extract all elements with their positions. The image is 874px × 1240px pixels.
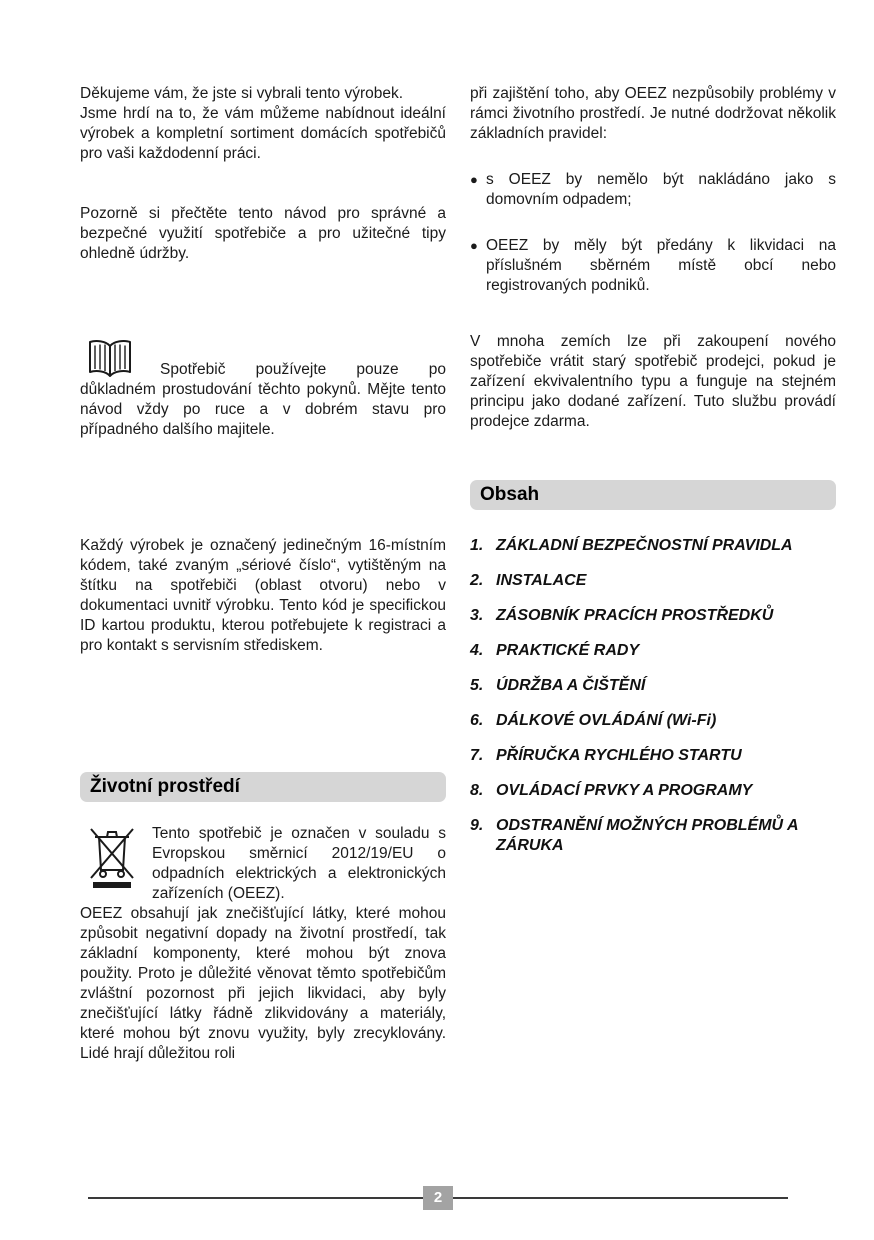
toc-item-number: 9. xyxy=(470,817,484,834)
toc-item-label: DÁLKOVÉ OVLÁDÁNÍ (Wi-Fi) xyxy=(496,712,717,729)
toc-item-number: 2. xyxy=(470,572,484,589)
paragraph-weee-detail: OEEZ obsahují jak znečišťující látky, které mohou způsobit negativní dopady na životní prostředí, tak základní komponenty, které mohou být znova použity. Proto je důležité věnovat těmto spotřebičům zvláštní pozornost při jejich likvidaci, aby byly znečišťující látky řádně zlikvidovány a materiály, které mohou být znovu využity, byly zrecyklovány. Lidé hrají důležitou roli xyxy=(80,905,446,1062)
toc-item xyxy=(470,606,836,626)
open-book-icon xyxy=(86,338,134,380)
right-column xyxy=(470,84,836,871)
table-of-contents xyxy=(470,536,836,856)
toc-item xyxy=(470,641,836,661)
toc-item xyxy=(470,571,836,591)
toc-item-label: PRAKTICKÉ RADY xyxy=(496,642,640,659)
toc-item-label: OVLÁDACÍ PRVKY A PROGRAMY xyxy=(496,782,753,799)
book-note-block xyxy=(80,338,446,440)
toc-item xyxy=(470,746,836,766)
toc-item xyxy=(470,781,836,801)
left-column xyxy=(80,84,446,1064)
bullet-icon: ● xyxy=(470,238,478,253)
page-footer xyxy=(88,1186,788,1210)
weee-crossed-bin-icon xyxy=(86,824,138,890)
list-item-text: OEEZ by měly být předány k likvidaci na příslušném sběrném místě obcí nebo registrovaných podniků. xyxy=(486,237,836,294)
paragraph-thanks-2: Jsme hrdí na to, že vám můžeme nabídnout ideální výrobek a kompletní sortiment domácích spotřebičů pro vaši každodenní práci. xyxy=(80,105,446,162)
toc-item-number: 3. xyxy=(470,607,484,624)
toc-item xyxy=(470,711,836,731)
paragraph-thanks-1: Děkujeme vám, že jste si vybrali tento výrobek. xyxy=(80,85,404,102)
toc-item xyxy=(470,536,836,556)
weee-block xyxy=(80,824,446,904)
toc-item-number: 1. xyxy=(470,537,484,554)
list-item-text: s OEEZ by nemělo být nakládáno jako s domovním odpadem; xyxy=(486,171,836,208)
toc-item-number: 6. xyxy=(470,712,484,729)
paragraph-return-old-appliance: V mnoha zemích lze při zakoupení nového spotřebiče vrátit starý spotřebič prodejci, pokud je zařízení ekvivalentního typu a funguje na stejném principu jako dodané zařízení. Tuto službu provádí prodejce zdarma. xyxy=(470,333,836,430)
weee-rules-list xyxy=(470,170,836,296)
paragraph-book-note: Spotřebič používejte pouze po důkladném prostudování těchto pokynů. Mějte tento návod vždy po ruce a v dobrém stavu pro případného dalšího majitele. xyxy=(80,361,446,438)
toc-item-label: ZÁKLADNÍ BEZPEČNOSTNÍ PRAVIDLA xyxy=(496,537,793,554)
bullet-icon: ● xyxy=(470,172,478,187)
list-item xyxy=(470,170,836,210)
section-header-contents: Obsah xyxy=(470,480,836,510)
toc-item-label: ODSTRANĚNÍ MOŽNÝCH PROBLÉMŮ A ZÁRUKA xyxy=(496,817,798,854)
paragraph-serial-number: Každý výrobek je označený jedinečným 16-místním kódem, také zvaným „sériové číslo“, vytištěným na štítku na spotřebiči (oblast otvoru) nebo v dokumentaci uvnitř výrobku. Tento kód je specifickou ID kartou produktu, kterou potřebujete k registraci a pro kontakt s servisním střediskem. xyxy=(80,537,446,654)
section-header-environment: Životní prostředí xyxy=(80,772,446,802)
toc-item-label: ZÁSOBNÍK PRACÍCH PROSTŘEDKŮ xyxy=(496,607,774,624)
toc-item xyxy=(470,816,836,856)
toc-item-label: PŘÍRUČKA RYCHLÉHO STARTU xyxy=(496,747,742,764)
toc-item-number: 8. xyxy=(470,782,484,799)
paragraph-read-manual: Pozorně si přečtěte tento návod pro správné a bezpečné využití spotřebiče a pro užitečné tipy ohledně údržby. xyxy=(80,205,446,262)
paragraph-weee-continued: při zajištění toho, aby OEEZ nezpůsobily problémy v rámci životního prostředí. Je nutné dodržovat několik základních pravidel: xyxy=(470,85,836,142)
paragraph-weee-note: Tento spotřebič je označen v souladu s Evropskou směrnicí 2012/19/EU o odpadních elektrických a elektronických zařízeních (OEEZ). xyxy=(152,825,446,902)
toc-item-number: 4. xyxy=(470,642,484,659)
list-item xyxy=(470,236,836,296)
toc-item-number: 5. xyxy=(470,677,484,694)
toc-item-number: 7. xyxy=(470,747,484,764)
toc-item-label: ÚDRŽBA A ČIŠTĚNÍ xyxy=(496,677,646,694)
toc-item xyxy=(470,676,836,696)
page-number-badge: 2 xyxy=(423,1186,453,1210)
toc-item-label: INSTALACE xyxy=(496,572,587,589)
